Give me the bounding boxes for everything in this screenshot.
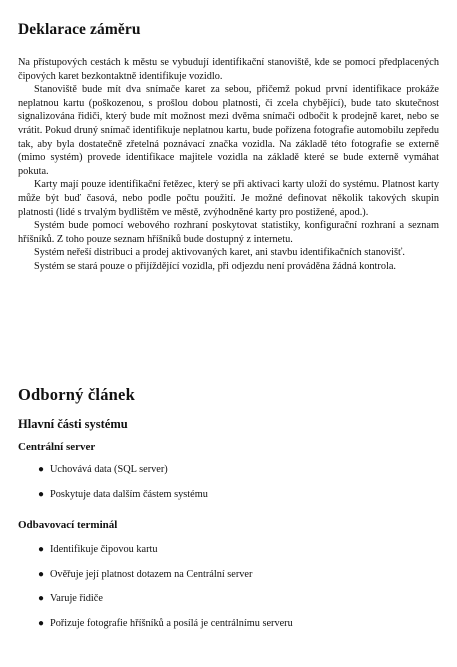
list-item: ● Poskytuje data dalším částem systému bbox=[38, 488, 208, 500]
paragraph: Karty mají pouze identifikační řetězec, který se při aktivaci karty uloží do systému. Platnost karty může být buď časová, nebo podle počtu použití. Je možné definovat několik takových skupin platnosti (lidé s trvalým bydlištěm ve městě, zvýhodněné karty pro postižené, apod.). bbox=[18, 179, 439, 218]
paragraph: Stanoviště bude mít dva snímače karet za sebou, přičemž pokud první identifikace prokáže neplatnou kartu (poškozenou, s prošlou dobou platnosti, či zcela chybějící), bude tato skutečnost signalizována řidiči, který bude mít možnost mezi dvěma snímači odbočit k prodejně karet, nebo se vrátit. Pokud druný snímač identifikuje neplatnou kartu, bude pořízena fotografie automobilu zepředu tak, aby byla dostatečně zřetelná poznávací značka vozidla. Na základě této fotografie se externě (mimo systém) provede identifikace majitele vozidla na základě které se bude externě vymáhat pokuta. bbox=[18, 84, 439, 177]
paragraph: Systém neřeší distribuci a prodej aktivovaných karet, ani stavbu identifikačních stanovišť. bbox=[34, 247, 405, 259]
bullet-icon: ● bbox=[38, 617, 45, 629]
terminal-list bbox=[38, 543, 293, 641]
central-server-list bbox=[38, 463, 208, 512]
list-item: ● Identifikuje čipovou kartu bbox=[38, 544, 158, 555]
section-title: Odborný článek bbox=[18, 385, 135, 404]
paragraph: Systém bude pomocí webového rozhraní poskytovat statistiky, konfigurační rozhraní a seznam hříšníků. Z toho pouze seznam hříšníků bude dostupný z internetu. bbox=[18, 220, 439, 245]
paragraph: Na přístupových cestách k městu se vybudují identifikační stanoviště, kde se pomocí předplacených čipových karet bezkontaktně identifikuje vozidlo. bbox=[18, 57, 439, 82]
bullet-icon: ● bbox=[38, 464, 45, 475]
bullet-icon: ● bbox=[38, 488, 45, 500]
heading-deklarace: Deklarace záměru bbox=[18, 21, 141, 38]
intro-text bbox=[18, 56, 439, 274]
subsection-title: Hlavní části systému bbox=[18, 417, 128, 431]
bullet-icon: ● bbox=[38, 544, 45, 555]
list-item: ● Ověřuje její platnost dotazem na Centrální server bbox=[38, 568, 253, 580]
bullet-icon: ● bbox=[38, 593, 45, 604]
list-item: ● Varuje řidiče bbox=[38, 593, 103, 604]
bullet-icon: ● bbox=[38, 568, 45, 580]
group-title-terminal: Odbavovací terminál bbox=[18, 519, 118, 531]
list-item: ● Uchovává data (SQL server) bbox=[38, 464, 168, 475]
paragraph: Systém se stará pouze o přijíždějící vozidla, při odjezdu není prováděna žádná kontrola. bbox=[34, 260, 396, 272]
list-item: ● Pořizuje fotografie hříšníků a posílá je centrálnímu serveru bbox=[38, 617, 293, 629]
group-title-central-server: Centrální server bbox=[18, 441, 96, 453]
